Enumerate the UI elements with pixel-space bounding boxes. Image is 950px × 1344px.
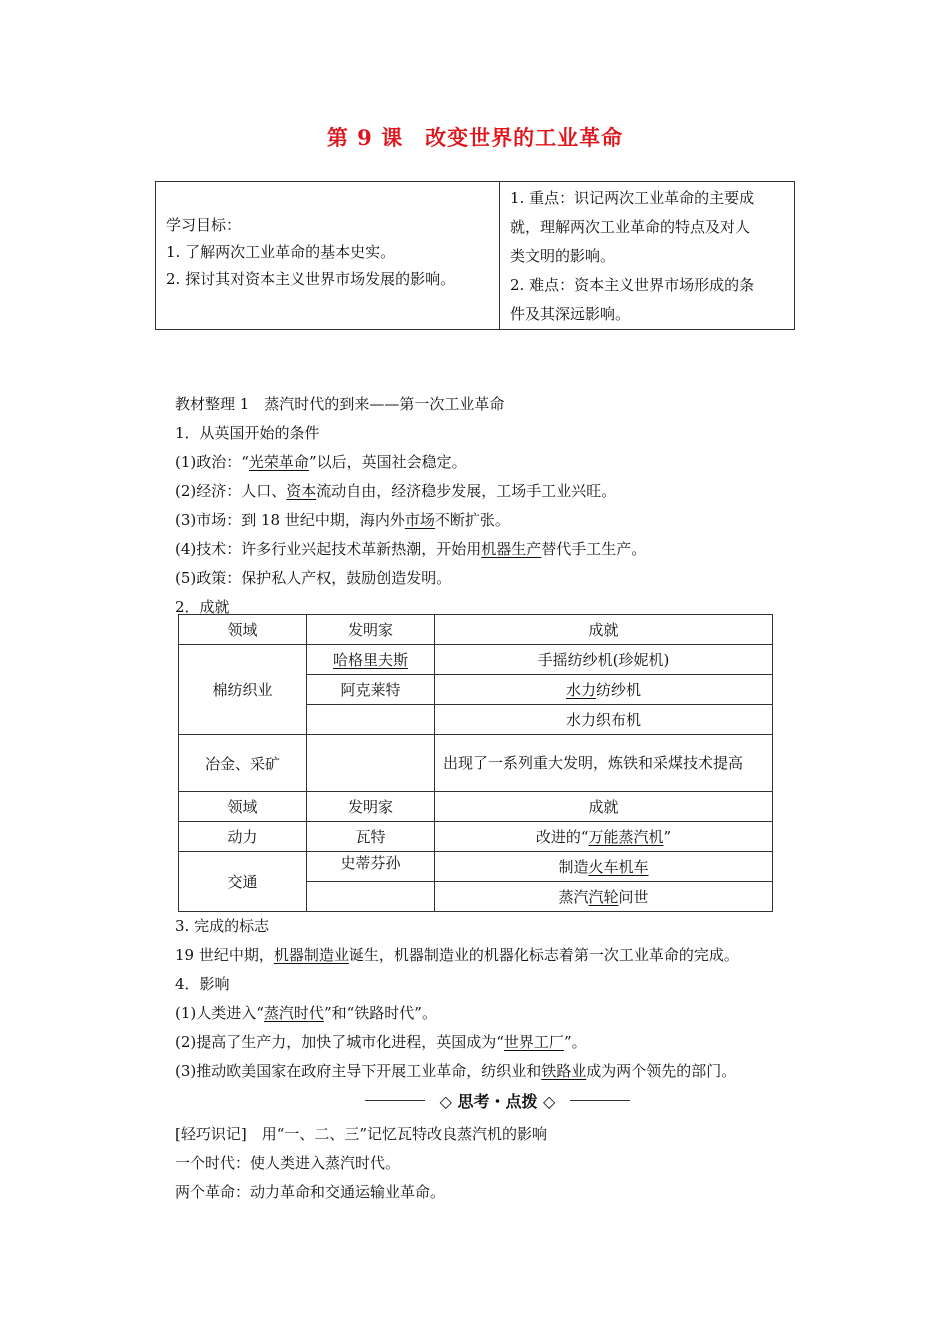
achievement-cell: 出现了一系列重大发明，炼铁和采煤技术提高 [435, 735, 773, 792]
tip-line: [轻巧识记] 用“一、二、三”记忆瓦特改良蒸汽机的影响 [175, 1125, 548, 1143]
impact-item: (3)推动欧美国家在政府主导下开展工业革命，纺织业和铁路业成为两个领先的部门。 [175, 1062, 737, 1080]
achievement-cell: 蒸汽汽轮问世 [435, 882, 773, 912]
goals-right-cell [500, 182, 795, 330]
header-cell: 成就 [435, 792, 773, 822]
focus-line: 类文明的影响。 [510, 247, 616, 265]
table-row [179, 735, 773, 792]
table-row [179, 822, 773, 852]
achievement-cell: 水力织布机 [435, 705, 773, 735]
completion-mark: 19 世纪中期，机器制造业诞生，机器制造业的机器化标志着第一次工业革命的完成。 [175, 946, 739, 964]
inventor-cell: 瓦特 [307, 822, 435, 852]
inventor-cell [307, 882, 435, 912]
inventor-cell: 阿克莱特 [307, 675, 435, 705]
tip-line: 两个革命：动力革命和交通运输业革命。 [175, 1183, 446, 1201]
goal-line: 学习目标： [166, 216, 242, 234]
learning-goals-table [155, 181, 795, 330]
impact-item: (1)人类进入“蒸汽时代”和“铁路时代”。 [175, 1004, 437, 1022]
divider-line [570, 1100, 630, 1101]
subheading: 3. 完成的标志 [175, 917, 270, 935]
condition-politics: (1)政治：“光荣革命”以后，英国社会稳定。 [175, 453, 467, 471]
focus-line: 就，理解两次工业革命的特点及对人 [510, 218, 751, 236]
page-title: 第 9 课 改变世界的工业革命 [326, 125, 624, 150]
condition-market: (3)市场：到 18 世纪中期，海内外市场不断扩张。 [175, 511, 510, 529]
tip-line: 一个时代：使人类进入蒸汽时代。 [175, 1154, 401, 1172]
goal-line: 2. 探讨其对资本主义世界市场发展的影响。 [166, 270, 456, 288]
think-guide-divider [365, 1087, 630, 1113]
subheading: 1．从英国开始的条件 [175, 424, 320, 442]
field-cell: 冶金、采矿 [179, 735, 307, 792]
condition-economy: (2)经济：人口、资本流动自由，经济稳步发展，工场手工业兴旺。 [175, 482, 617, 500]
inventor-cell [307, 705, 435, 735]
header-cell: 领域 [179, 615, 307, 645]
header-cell: 领域 [179, 792, 307, 822]
inventor-cell: 史蒂芬孙 [307, 852, 435, 882]
header-cell: 发明家 [307, 792, 435, 822]
focus-line: 2. 难点：资本主义世界市场形成的条 [510, 276, 755, 294]
header-cell: 成就 [435, 615, 773, 645]
achievement-cell: 手摇纺纱机(珍妮机) [435, 645, 773, 675]
section-heading: 教材整理 1 蒸汽时代的到来——第一次工业革命 [175, 395, 505, 413]
section-conditions [175, 390, 815, 622]
impact-item: (2)提高了生产力，加快了城市化进程，英国成为“世界工厂”。 [175, 1033, 587, 1051]
table-row [179, 645, 773, 675]
achievement-cell: 制造火车机车 [435, 852, 773, 882]
field-cell: 交通 [179, 852, 307, 912]
section-memory-tips [175, 1120, 815, 1207]
goal-line: 1. 了解两次工业革命的基本史实。 [166, 243, 396, 261]
achievement-cell: 水力纺纱机 [435, 675, 773, 705]
field-cell: 棉纺织业 [179, 645, 307, 735]
condition-policy: (5)政策：保护私人产权，鼓励创造发明。 [175, 569, 452, 587]
focus-line: 件及其深远影响。 [510, 305, 631, 323]
divider-label: ◇ 思考・点拨 ◇ [439, 1092, 556, 1111]
achievement-cell: 改进的“万能蒸汽机” [435, 822, 773, 852]
condition-technology: (4)技术：许多行业兴起技术革新热潮，开始用机器生产替代手工生产。 [175, 540, 647, 558]
table-row [179, 852, 773, 882]
focus-line: 1. 重点：识记两次工业革命的主要成 [510, 189, 755, 207]
section-completion-impact [175, 912, 815, 1086]
achievements-table [178, 614, 773, 912]
divider-line [365, 1100, 425, 1101]
table-header-row [179, 615, 773, 645]
subheading: 4．影响 [175, 975, 230, 993]
goals-left-cell [156, 182, 500, 330]
subheading: 2．成就 [175, 598, 230, 616]
header-cell: 发明家 [307, 615, 435, 645]
field-cell: 动力 [179, 822, 307, 852]
inventor-cell: 哈格里夫斯 [307, 645, 435, 675]
inventor-cell [307, 735, 435, 792]
table-header-row [179, 792, 773, 822]
